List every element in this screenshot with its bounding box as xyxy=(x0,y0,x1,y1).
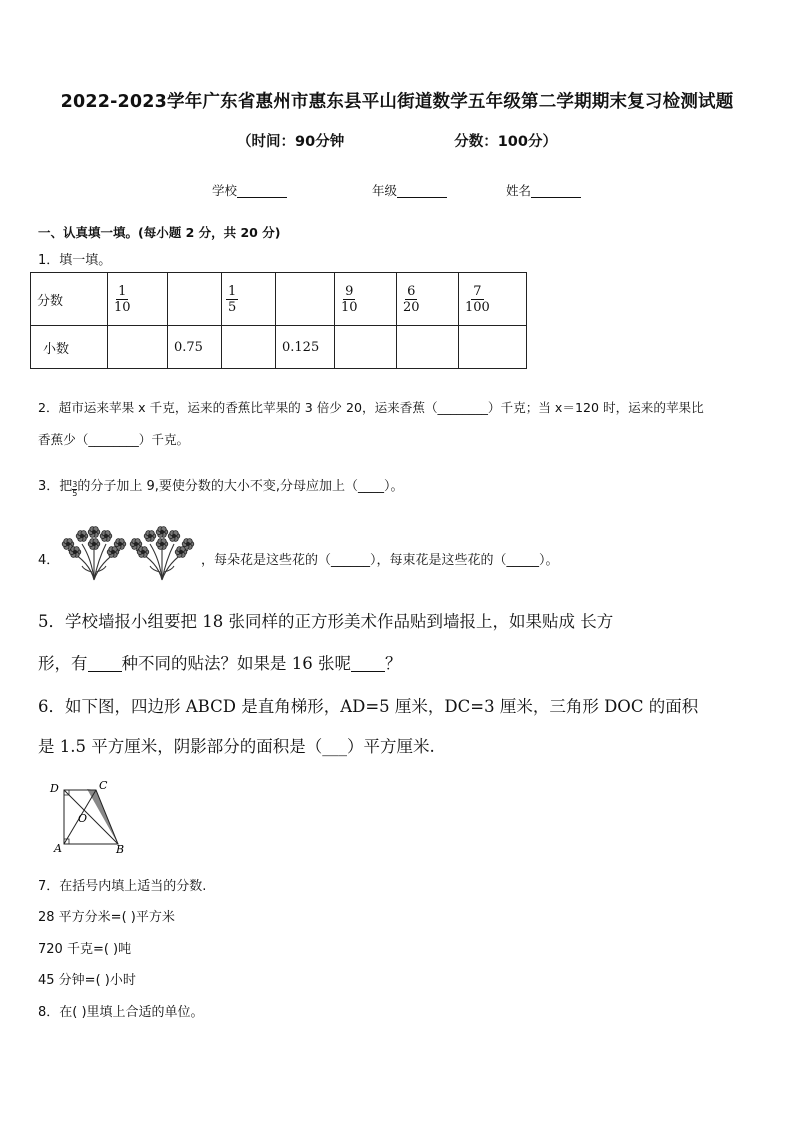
flower-center xyxy=(148,534,152,538)
question-5-line1: 5．学校墙报小组要把 18 张同样的正方形美术作品贴到墙报上，如果贴成 长方 xyxy=(38,612,614,631)
question-4-text: ，每朵花是这些花的（______），每束花是这些花的（_____）。 xyxy=(201,553,559,568)
question-7-item: 45 分钟=( )小时 xyxy=(38,973,136,988)
school-field: 学校 xyxy=(212,181,287,199)
decimal-cell[interactable]: 0.125 xyxy=(276,326,335,369)
section-heading: 一、认真填一填。(每小题 2 分，共 20 分) xyxy=(38,225,281,240)
label-B: B xyxy=(116,843,125,854)
question-4-number: 4． xyxy=(38,553,60,568)
decimal-cell[interactable] xyxy=(335,326,397,369)
grade-blank[interactable] xyxy=(397,184,447,198)
fraction-cell[interactable]: $\frac{1}{5}$ xyxy=(222,273,276,326)
question-7-label: 7．在括号内填上适当的分数. xyxy=(38,879,207,894)
label-C: C xyxy=(99,779,108,792)
fraction-cell[interactable]: $\frac{6}{20}$ xyxy=(397,273,459,326)
question-8-label: 8．在( )里填上合适的单位。 xyxy=(38,1005,204,1020)
fraction-cell[interactable] xyxy=(168,273,222,326)
decimal-cell[interactable] xyxy=(108,326,168,369)
fraction-cell[interactable] xyxy=(276,273,335,326)
fraction-cell[interactable]: $\frac{9}{10}$ xyxy=(335,273,397,326)
question-1-label: 1．填一填。 xyxy=(38,253,112,268)
flower-center xyxy=(186,542,190,546)
answer-blank[interactable] xyxy=(88,657,122,672)
decimal-cell[interactable] xyxy=(222,326,276,369)
flower-center xyxy=(73,550,77,554)
grade-field: 年级 xyxy=(372,181,447,199)
flower-center xyxy=(179,550,183,554)
name-field: 姓名 xyxy=(506,181,581,199)
row-head-decimal: 小数 xyxy=(31,326,108,369)
name-blank[interactable] xyxy=(531,184,581,198)
question-5-line2: 形，有 种不同的贴法？如果是 16 张呢 ？ xyxy=(38,654,402,673)
question-3: 3．把 $\frac{3}{5}$ 的分子加上 9,要使分数的大小不变,分母应加上（____）。 xyxy=(38,479,404,498)
label-O: O xyxy=(78,812,88,825)
question-7-item: 720 千克=( )吨 xyxy=(38,942,132,957)
question-6-line1: 6．如下图，四边形 ABCD 是直角梯形，AD=5 厘米，DC=3 厘米，三角形 DOC 的面积 xyxy=(38,697,699,716)
flower-center xyxy=(92,530,96,534)
decimal-cell[interactable] xyxy=(459,326,527,369)
question-2-line1: 2．超市运来苹果 x 千克，运来的香蕉比苹果的 3 倍少 20，运来香蕉（________）千克；当 x＝120 时，运来的苹果比 xyxy=(38,400,704,415)
exam-time: （时间：90分钟 xyxy=(237,134,345,150)
flower-center xyxy=(172,534,176,538)
flower-bouquets-image xyxy=(56,522,200,584)
flower-center xyxy=(134,542,138,546)
flower-center xyxy=(92,542,96,546)
flower-center xyxy=(118,542,122,546)
flower-center xyxy=(141,550,145,554)
answer-blank[interactable] xyxy=(351,657,385,672)
decimal-cell[interactable]: 0.75 xyxy=(168,326,222,369)
exam-score: 分数：100分） xyxy=(454,134,557,150)
fraction-cell[interactable]: $\frac{1}{10}$ xyxy=(108,273,168,326)
flower-center xyxy=(66,542,70,546)
fraction-cell[interactable]: $\frac{7}{100}$ xyxy=(459,273,527,326)
flower-center xyxy=(111,550,115,554)
flower-center xyxy=(104,534,108,538)
school-blank[interactable] xyxy=(237,184,287,198)
fraction-decimal-table xyxy=(30,272,527,369)
inline-fraction: $\frac{3}{5}$ xyxy=(72,480,78,498)
label-D: D xyxy=(50,782,59,795)
flower-center xyxy=(160,542,164,546)
flower-center xyxy=(80,534,84,538)
question-7-item: 28 平方分米=( )平方米 xyxy=(38,910,175,925)
question-2-line2: 香蕉少（________）千克。 xyxy=(38,432,190,447)
row-head-fraction: 分数 xyxy=(31,273,108,326)
flower-center xyxy=(160,530,164,534)
page-title: 2022-2023学年广东省惠州市惠东县平山街道数学五年级第二学期期末复习检测试题 xyxy=(60,92,734,112)
label-A: A xyxy=(54,842,62,854)
exam-meta xyxy=(0,130,794,151)
question-6-line2: 是 1.5 平方厘米，阴影部分的面积是（___）平方厘米. xyxy=(38,737,435,756)
trapezoid-figure xyxy=(46,778,136,854)
decimal-cell[interactable] xyxy=(397,326,459,369)
